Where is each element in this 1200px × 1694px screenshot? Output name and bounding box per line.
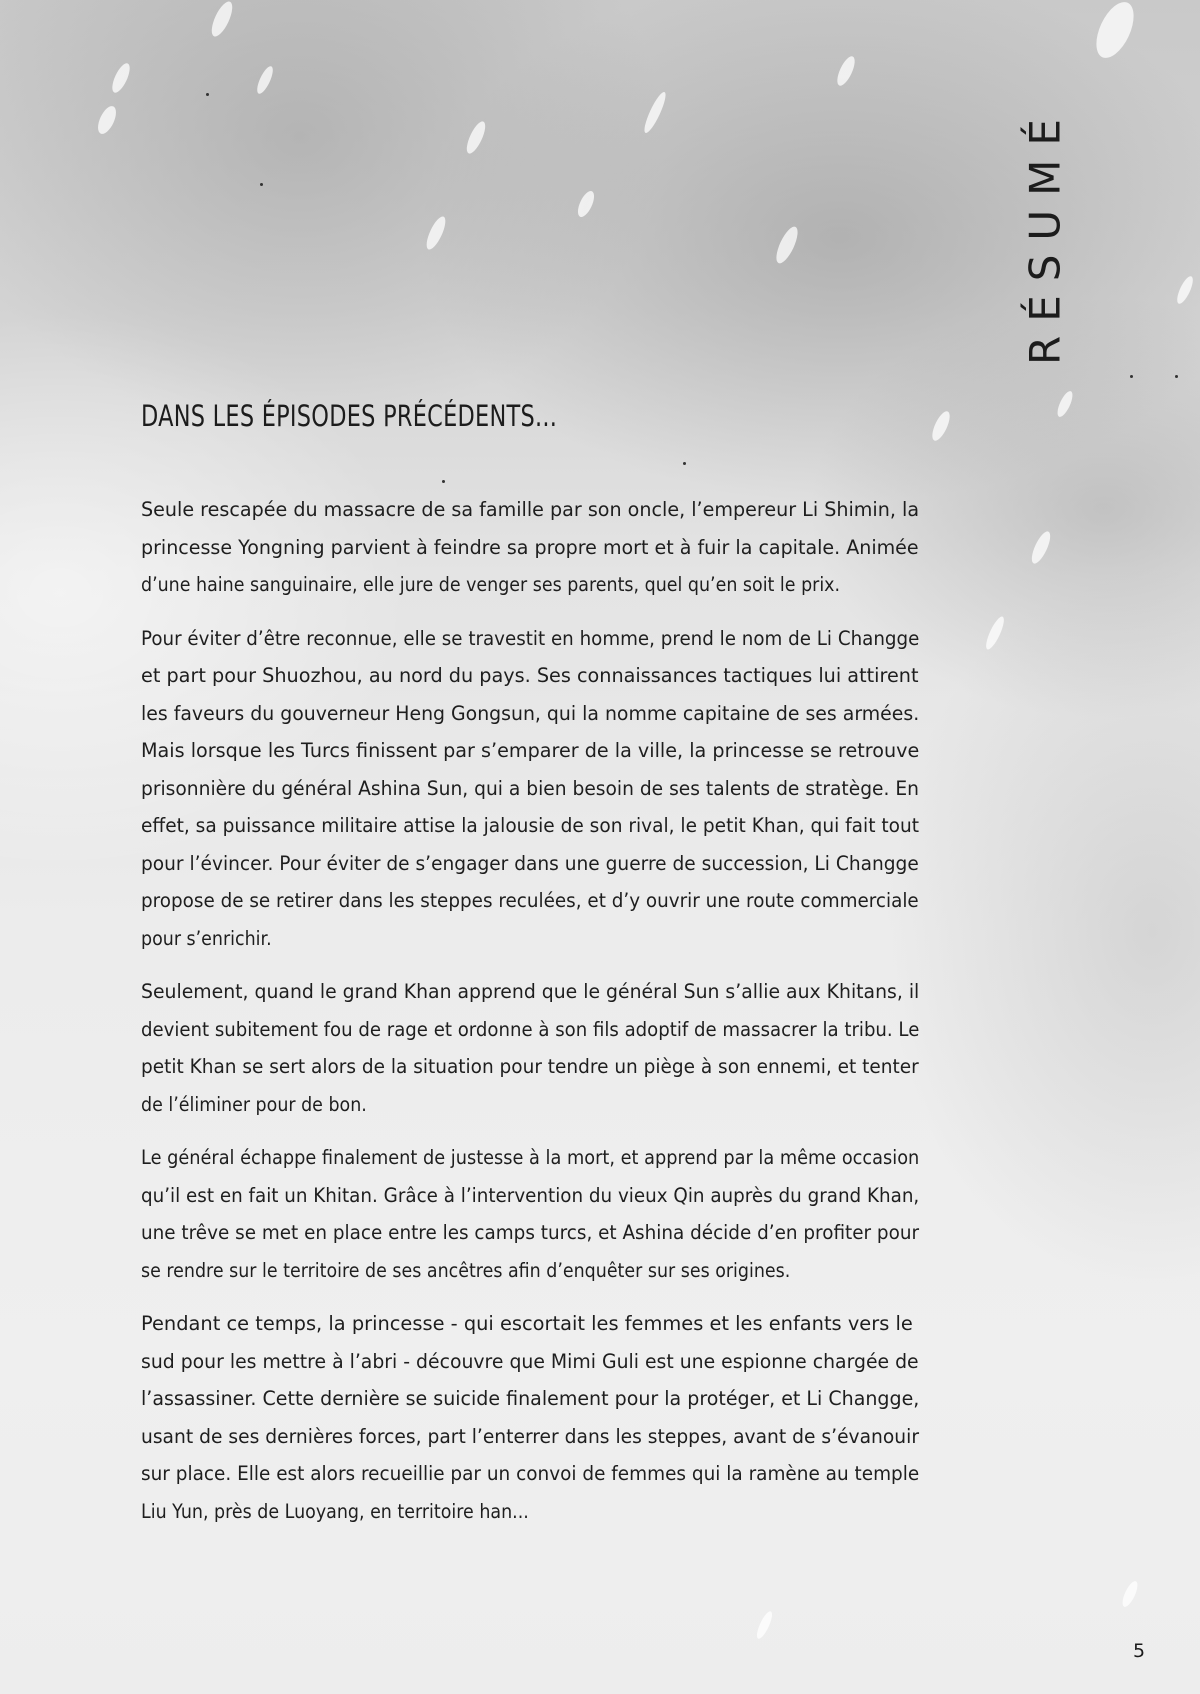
text-line: pour s’enrichir.	[141, 926, 272, 950]
text-line: prisonnière du général Ashina Sun, qui a bien besoin de ses talents de stratège. En	[141, 776, 920, 800]
text-line: d’une haine sanguinaire, elle jure de venger ses parents, quel qu’en soit le prix.	[141, 573, 841, 596]
text-line: devient subitement fou de rage et ordonne à son fils adoptif de massacrer la tribu. Le	[141, 1017, 920, 1041]
text-line: usant de ses dernières forces, part l’enterrer dans les steppes, avant de s’évanouir	[141, 1424, 920, 1448]
paragraph	[141, 973, 919, 1123]
text-line: princesse Yongning parvient à feindre sa propre mort et à fuir la capitale. Animée	[141, 535, 919, 559]
text-line: Pour éviter d’être reconnue, elle se travestit en homme, prend le nom de Li Changge	[141, 626, 920, 650]
section-heading: DANS LES ÉPISODES PRÉCÉDENTS...	[141, 399, 558, 433]
paragraph	[141, 620, 919, 958]
text-line: effet, sa puissance militaire attise la jalousie de son rival, le petit Khan, qui fait tout	[141, 814, 920, 837]
text-line: Mais lorsque les Turcs finissent par s’emparer de la ville, la princesse se retrouve	[141, 739, 920, 762]
text-line: et part pour Shuozhou, au nord du pays. Ses connaissances tactiques lui attirent	[141, 664, 919, 687]
text-line: Pendant ce temps, la princesse - qui escortait les femmes et les enfants vers le	[141, 1312, 913, 1335]
paragraph	[141, 491, 919, 604]
text-line: sur place. Elle est alors recueillie par un convoi de femmes qui la ramène au temple	[141, 1462, 920, 1485]
text-line: se rendre sur le territoire de ses ancêtres afin d’enquêter sur ses origines.	[141, 1258, 791, 1282]
text-line: l’assassiner. Cette dernière se suicide finalement pour la protéger, et Li Changge,	[141, 1387, 920, 1410]
section-title-vertical: RÉSUMÉ	[1020, 105, 1070, 365]
text-line: qu’il est en fait un Khitan. Grâce à l’intervention du vieux Qin auprès du grand Khan,	[141, 1183, 920, 1207]
text-line: les faveurs du gouverneur Heng Gongsun, qui la nomme capitaine de ses armées.	[141, 701, 920, 725]
text-line: Seulement, quand le grand Khan apprend que le général Sun s’allie aux Khitans, il	[141, 980, 920, 1003]
text-line: Liu Yun, près de Luoyang, en territoire han...	[141, 1499, 529, 1523]
text-line: une trêve se met en place entre les camps turcs, et Ashina décide d’en profiter pour	[141, 1221, 920, 1244]
text-line: sud pour les mettre à l’abri - découvre que Mimi Guli est une espionne chargée de	[141, 1349, 919, 1373]
page-number: 5	[1133, 1640, 1146, 1662]
text-line: propose de se retirer dans les steppes reculées, et d’y ouvrir une route commerciale	[141, 889, 919, 912]
text-line: petit Khan se sert alors de la situation pour tendre un piège à son ennemi, et tenter	[141, 1055, 919, 1078]
text-line: Seule rescapée du massacre de sa famille par son oncle, l’empereur Li Shimin, la	[141, 498, 920, 521]
paragraph	[141, 1139, 919, 1289]
text-line: pour l’évincer. Pour éviter de s’engager dans une guerre de succession, Li Changge	[141, 851, 919, 875]
text-line: de l’éliminer pour de bon.	[141, 1092, 367, 1116]
summary-body	[141, 491, 919, 1546]
text-line: Le général échappe finalement de justesse à la mort, et apprend par la même occasion	[141, 1146, 920, 1169]
paragraph	[141, 1305, 919, 1530]
